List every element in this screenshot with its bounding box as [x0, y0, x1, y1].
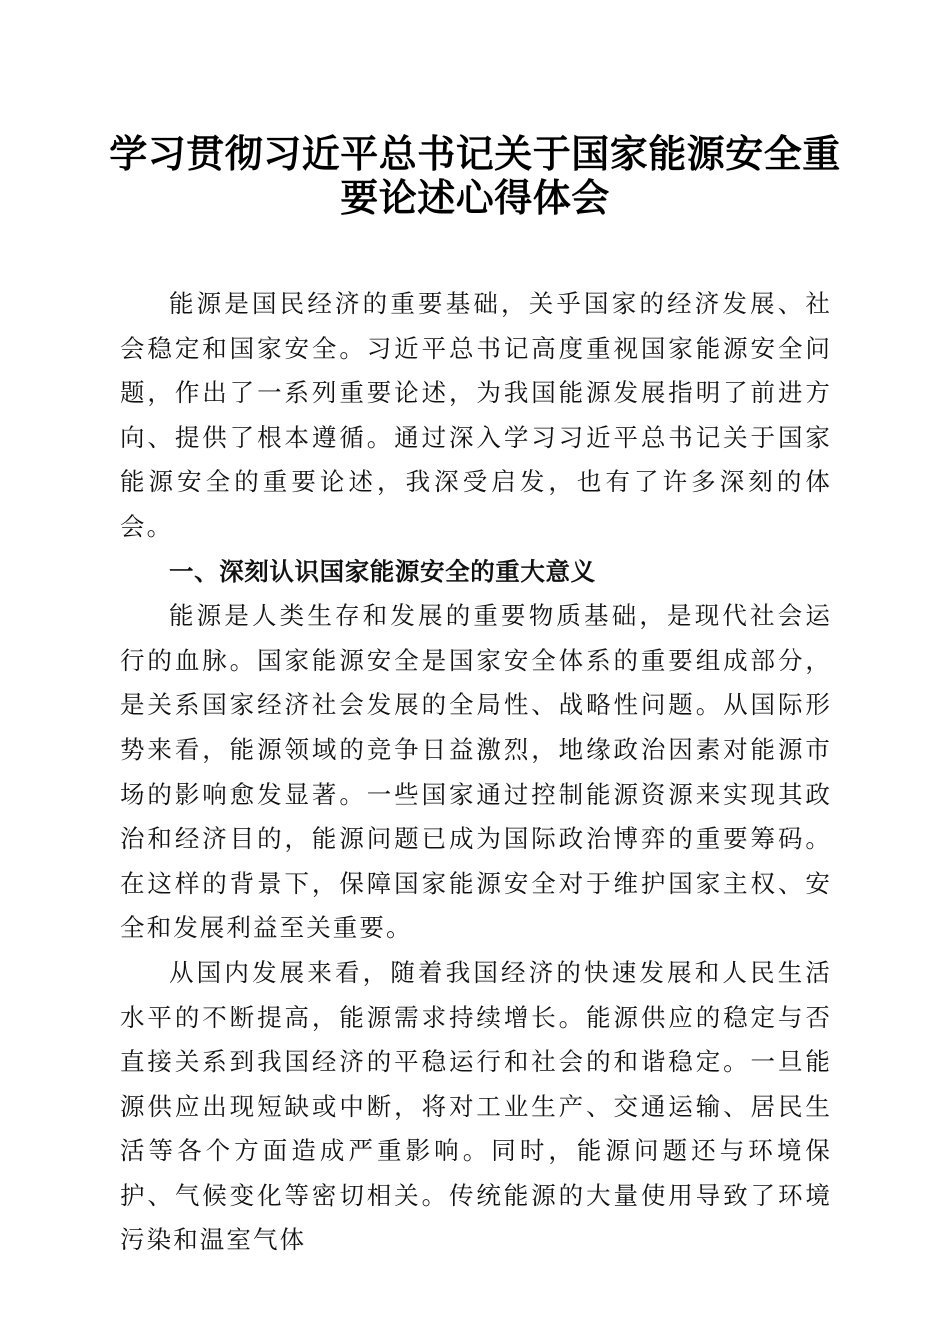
body-paragraph: 从国内发展来看，随着我国经济的快速发展和人民生活水平的不断提高，能源需求持续增长。能源供应的稳定与否直接关系到我国经济的平稳运行和社会的和谐稳定。一旦能源供应出现短缺或中断，将对工业生产、交通运输、居民生活等各个方面造成严重影响。同时，能源问题还与环境保护、气候变化等密切相关。传统能源的大量使用导致了环境污染和温室气体 — [120, 957, 832, 1255]
intro-paragraph: 能源是国民经济的重要基础，关乎国家的经济发展、社会稳定和国家安全。习近平总书记高度重视国家能源安全问题，作出了一系列重要论述，为我国能源发展指明了前进方向、提供了根本遵循。通过深入学习习近平总书记关于国家能源安全的重要论述，我深受启发，也有了许多深刻的体会。 — [120, 289, 832, 541]
body-paragraph: 能源是人类生存和发展的重要物质基础，是现代社会运行的血脉。国家能源安全是国家安全体系的重要组成部分，是关系国家经济社会发展的全局性、战略性问题。从国际形势来看，能源领域的竞争日益激烈，地缘政治因素对能源市场的影响愈发显著。一些国家通过控制能源资源来实现其政治和经济目的，能源问题已成为国际政治博弈的重要筹码。在这样的背景下，保障国家能源安全对于维护国家主权、安全和发展利益至关重要。 — [120, 601, 832, 943]
section-heading: 一、深刻认识国家能源安全的重大意义 — [169, 556, 596, 586]
document-body — [120, 282, 832, 1263]
document-title: 学习贯彻习近平总书记关于国家能源安全重要论述心得体会 — [109, 131, 841, 220]
